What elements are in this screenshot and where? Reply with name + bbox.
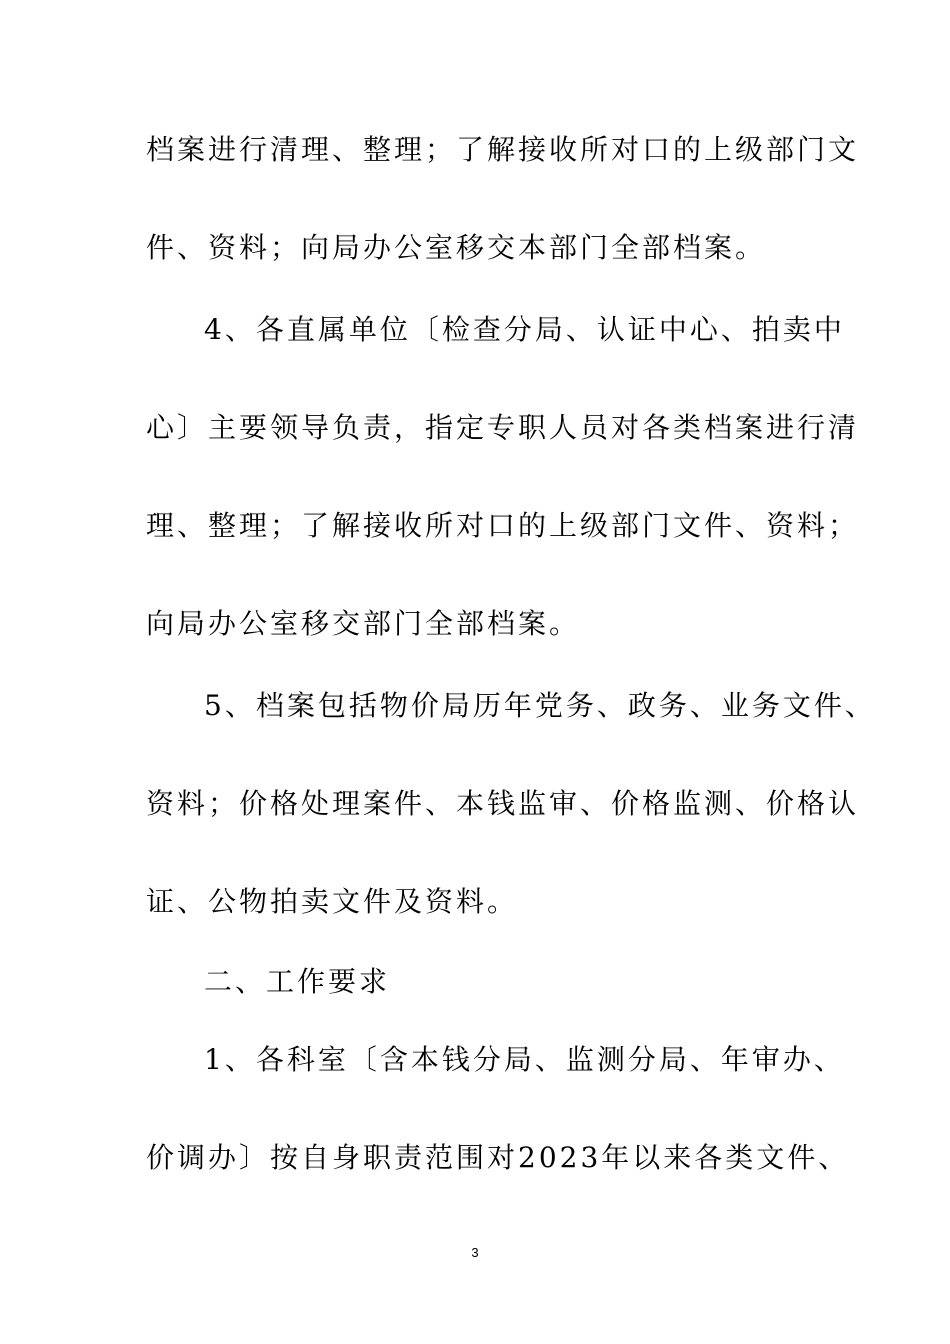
page-number: 3 — [471, 1245, 479, 1260]
section-heading: 二、工作要求 — [204, 965, 391, 998]
paragraph-4-start: 4、各直属单位〔检查分局、认证中心、拍卖中 — [204, 313, 845, 346]
text-line: 资料；价格处理案件、本钱监审、价格监测、价格认 — [146, 787, 860, 820]
text-line: 价调办〕按自身职责范围对2023年以来各类文件、 — [146, 1141, 850, 1174]
text-line: 件、资料；向局办公室移交本部门全部档案。 — [146, 231, 767, 264]
text-line: 档案进行清理、整理；了解接收所对口的上级部门文 — [146, 133, 860, 166]
text-line: 向局办公室移交部门全部档案。 — [146, 607, 581, 640]
text-line: 心〕主要领导负责，指定专职人员对各类档案进行清 — [146, 411, 860, 444]
paragraph-5-start: 5、档案包括物价局历年党务、政务、业务文件、 — [204, 689, 876, 722]
text-line: 理、整理；了解接收所对口的上级部门文件、资料； — [146, 509, 860, 542]
paragraph-1-start: 1、各科室〔含本钱分局、监测分局、年审办、 — [204, 1043, 845, 1076]
text-line: 证、公物拍卖文件及资料。 — [146, 885, 519, 918]
